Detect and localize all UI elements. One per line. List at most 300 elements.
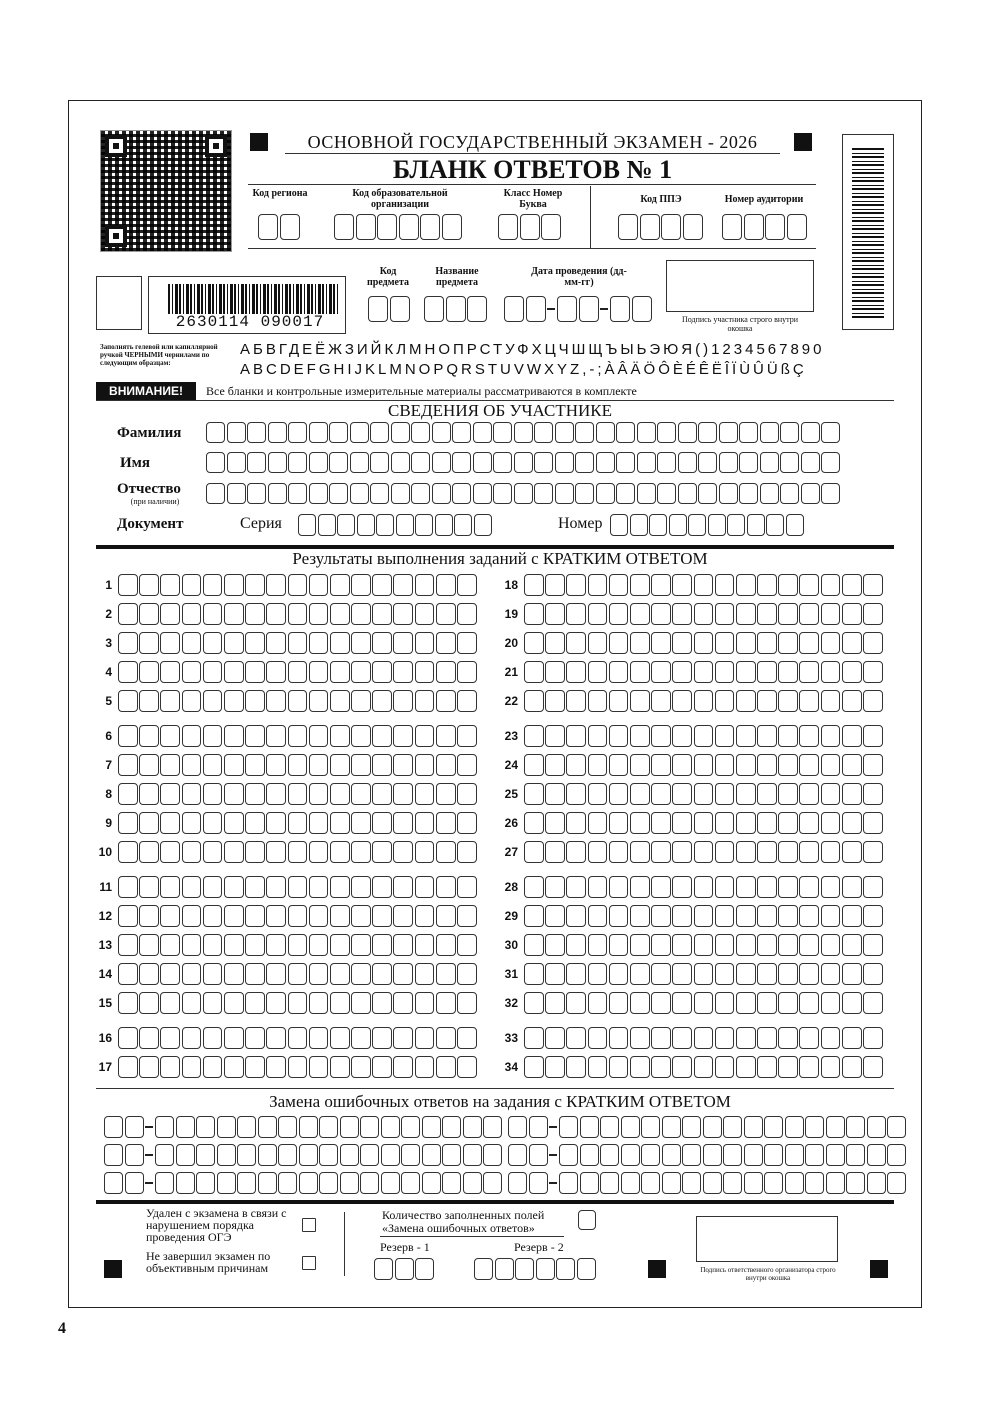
char-cell[interactable]: [372, 725, 392, 747]
char-cell[interactable]: [393, 754, 413, 776]
char-cell[interactable]: [715, 992, 735, 1014]
char-cell[interactable]: [566, 934, 586, 956]
char-cell[interactable]: [309, 574, 329, 596]
char-cell[interactable]: [393, 1056, 413, 1078]
char-cell[interactable]: [651, 754, 671, 776]
char-cell[interactable]: [319, 1116, 338, 1138]
char-cell[interactable]: [739, 452, 758, 473]
char-cell[interactable]: [867, 1172, 886, 1194]
char-cell[interactable]: [182, 963, 202, 985]
char-cell[interactable]: [609, 783, 629, 805]
char-cell[interactable]: [821, 725, 841, 747]
char-cell[interactable]: [799, 876, 819, 898]
char-cell[interactable]: [778, 725, 798, 747]
char-cell[interactable]: [266, 841, 286, 863]
char-cell[interactable]: [736, 876, 756, 898]
char-cell[interactable]: [609, 905, 629, 927]
char-cell[interactable]: [266, 661, 286, 683]
char-cell[interactable]: [118, 963, 138, 985]
char-cell[interactable]: [415, 841, 435, 863]
char-cell[interactable]: [694, 963, 714, 985]
replacement-row[interactable]: [508, 1116, 908, 1138]
char-cell[interactable]: [139, 783, 159, 805]
char-cell[interactable]: [203, 992, 223, 1014]
char-cell[interactable]: [224, 841, 244, 863]
char-cell[interactable]: [757, 963, 777, 985]
char-cell[interactable]: [672, 992, 692, 1014]
char-cell[interactable]: [669, 514, 687, 536]
answer-cells[interactable]: [524, 692, 884, 709]
char-cell[interactable]: [821, 574, 841, 596]
char-cell[interactable]: [715, 632, 735, 654]
char-cell[interactable]: [224, 963, 244, 985]
char-cell[interactable]: [330, 812, 350, 834]
answer-cells[interactable]: [118, 994, 478, 1011]
char-cell[interactable]: [694, 905, 714, 927]
char-cell[interactable]: [821, 661, 841, 683]
char-cell[interactable]: [330, 992, 350, 1014]
char-cell[interactable]: [694, 603, 714, 625]
char-cell[interactable]: [330, 783, 350, 805]
char-cell[interactable]: [330, 841, 350, 863]
char-cell[interactable]: [393, 574, 413, 596]
char-cell[interactable]: [842, 934, 862, 956]
char-cell[interactable]: [139, 876, 159, 898]
char-cell[interactable]: [575, 452, 594, 473]
char-cell[interactable]: [821, 992, 841, 1014]
char-cell[interactable]: [436, 905, 456, 927]
char-cell[interactable]: [457, 905, 477, 927]
char-cell[interactable]: [457, 754, 477, 776]
char-cell[interactable]: [393, 783, 413, 805]
char-cell[interactable]: [160, 574, 180, 596]
char-cell[interactable]: [422, 1144, 441, 1166]
char-cell[interactable]: [524, 783, 544, 805]
char-cell[interactable]: [778, 876, 798, 898]
char-cell[interactable]: [757, 841, 777, 863]
char-cell[interactable]: [436, 661, 456, 683]
char-cell[interactable]: [715, 725, 735, 747]
char-cell[interactable]: [736, 690, 756, 712]
char-cell[interactable]: [457, 1056, 477, 1078]
char-cell[interactable]: [609, 876, 629, 898]
char-cell[interactable]: [245, 632, 265, 654]
char-cell[interactable]: [224, 905, 244, 927]
char-cell[interactable]: [524, 934, 544, 956]
char-cell[interactable]: [757, 661, 777, 683]
char-cell[interactable]: [288, 783, 308, 805]
char-cell[interactable]: [457, 574, 477, 596]
char-cell[interactable]: [376, 514, 394, 536]
char-cell[interactable]: [182, 1056, 202, 1078]
char-cell[interactable]: [805, 1172, 824, 1194]
char-cell[interactable]: [245, 841, 265, 863]
char-cell[interactable]: [415, 1027, 435, 1049]
char-cell[interactable]: [821, 632, 841, 654]
char-cell[interactable]: [224, 690, 244, 712]
char-cell[interactable]: [672, 725, 692, 747]
char-cell[interactable]: [266, 690, 286, 712]
char-cell[interactable]: [139, 574, 159, 596]
char-cell[interactable]: [203, 841, 223, 863]
char-cell[interactable]: [545, 690, 565, 712]
char-cell[interactable]: [372, 841, 392, 863]
char-cell[interactable]: [616, 452, 635, 473]
char-cell[interactable]: [630, 783, 650, 805]
char-cell[interactable]: [245, 992, 265, 1014]
answer-cells[interactable]: [524, 663, 884, 680]
answer-cells[interactable]: [524, 576, 884, 593]
char-cell[interactable]: [224, 783, 244, 805]
char-cell[interactable]: [463, 1144, 482, 1166]
char-cell[interactable]: [641, 1144, 660, 1166]
char-cell[interactable]: [863, 905, 883, 927]
char-cell[interactable]: [224, 876, 244, 898]
char-cell[interactable]: [524, 1056, 544, 1078]
char-cell[interactable]: [821, 812, 841, 834]
char-cell[interactable]: [588, 574, 608, 596]
char-cell[interactable]: [637, 452, 656, 473]
char-cell[interactable]: [566, 992, 586, 1014]
char-cell[interactable]: [393, 725, 413, 747]
char-cell[interactable]: [203, 661, 223, 683]
char-cell[interactable]: [524, 754, 544, 776]
char-cell[interactable]: [288, 422, 307, 443]
char-cell[interactable]: [514, 483, 533, 504]
char-cell[interactable]: [641, 1116, 660, 1138]
char-cell[interactable]: [609, 1027, 629, 1049]
char-cell[interactable]: [452, 483, 471, 504]
char-cell[interactable]: [351, 934, 371, 956]
char-cell[interactable]: [278, 1116, 297, 1138]
char-cell[interactable]: [508, 1144, 527, 1166]
char-cell[interactable]: [682, 1144, 701, 1166]
char-cell[interactable]: [566, 603, 586, 625]
char-cell[interactable]: [330, 574, 350, 596]
char-cell[interactable]: [203, 725, 223, 747]
char-cell[interactable]: [372, 754, 392, 776]
char-cell[interactable]: [372, 992, 392, 1014]
char-cell[interactable]: [545, 603, 565, 625]
char-cell[interactable]: [340, 1172, 359, 1194]
char-cell[interactable]: [780, 483, 799, 504]
char-cell[interactable]: [863, 1027, 883, 1049]
char-cell[interactable]: [176, 1116, 195, 1138]
char-cell[interactable]: [715, 905, 735, 927]
char-cell[interactable]: [436, 1027, 456, 1049]
char-cell[interactable]: [736, 812, 756, 834]
char-cell[interactable]: [651, 1027, 671, 1049]
char-cell[interactable]: [182, 754, 202, 776]
char-cell[interactable]: [703, 1144, 722, 1166]
char-cell[interactable]: [288, 963, 308, 985]
char-cell[interactable]: [415, 603, 435, 625]
char-cell[interactable]: [411, 452, 430, 473]
char-cell[interactable]: [651, 841, 671, 863]
char-cell[interactable]: [821, 1056, 841, 1078]
filled-count-box[interactable]: [578, 1210, 596, 1230]
char-cell[interactable]: [182, 661, 202, 683]
char-cell[interactable]: [672, 841, 692, 863]
char-cell[interactable]: [630, 876, 650, 898]
char-cell[interactable]: [155, 1144, 174, 1166]
char-cell[interactable]: [651, 812, 671, 834]
char-cell[interactable]: [118, 876, 138, 898]
char-cell[interactable]: [630, 754, 650, 776]
char-cell[interactable]: [309, 876, 329, 898]
char-cell[interactable]: [566, 754, 586, 776]
char-cell[interactable]: [799, 1056, 819, 1078]
char-cell[interactable]: [182, 812, 202, 834]
char-cell[interactable]: [863, 783, 883, 805]
char-cell[interactable]: [104, 1172, 123, 1194]
room-number-boxes[interactable]: [722, 214, 808, 240]
char-cell[interactable]: [415, 963, 435, 985]
char-cell[interactable]: [330, 661, 350, 683]
char-cell[interactable]: [203, 690, 223, 712]
char-cell[interactable]: [672, 934, 692, 956]
char-cell[interactable]: [863, 725, 883, 747]
char-cell[interactable]: [766, 514, 784, 536]
char-cell[interactable]: [237, 1144, 256, 1166]
char-cell[interactable]: [415, 632, 435, 654]
char-cell[interactable]: [436, 841, 456, 863]
char-cell[interactable]: [651, 603, 671, 625]
char-cell[interactable]: [786, 514, 804, 536]
char-cell[interactable]: [457, 783, 477, 805]
char-cell[interactable]: [723, 1116, 742, 1138]
char-cell[interactable]: [778, 661, 798, 683]
char-cell[interactable]: [351, 690, 371, 712]
char-cell[interactable]: [842, 754, 862, 776]
char-cell[interactable]: [630, 632, 650, 654]
char-cell[interactable]: [785, 1172, 804, 1194]
char-cell[interactable]: [715, 783, 735, 805]
answer-cells[interactable]: [524, 1058, 884, 1075]
char-cell[interactable]: [799, 754, 819, 776]
char-cell[interactable]: [160, 603, 180, 625]
char-cell[interactable]: [739, 422, 758, 443]
char-cell[interactable]: [524, 661, 544, 683]
char-cell[interactable]: [566, 963, 586, 985]
char-cell[interactable]: [842, 841, 862, 863]
char-cell[interactable]: [657, 452, 676, 473]
char-cell[interactable]: [715, 603, 735, 625]
char-cell[interactable]: [224, 812, 244, 834]
char-cell[interactable]: [393, 661, 413, 683]
char-cell[interactable]: [351, 812, 371, 834]
char-cell[interactable]: [842, 963, 862, 985]
char-cell[interactable]: [160, 725, 180, 747]
char-cell[interactable]: [381, 1172, 400, 1194]
char-cell[interactable]: [245, 690, 265, 712]
char-cell[interactable]: [330, 876, 350, 898]
char-cell[interactable]: [524, 574, 544, 596]
char-cell[interactable]: [118, 934, 138, 956]
char-cell[interactable]: [160, 754, 180, 776]
char-cell[interactable]: [415, 1056, 435, 1078]
char-cell[interactable]: [514, 452, 533, 473]
char-cell[interactable]: [778, 812, 798, 834]
replacement-row[interactable]: [104, 1116, 504, 1138]
char-cell[interactable]: [630, 661, 650, 683]
char-cell[interactable]: [715, 1056, 735, 1078]
char-cell[interactable]: [224, 1027, 244, 1049]
char-cell[interactable]: [588, 603, 608, 625]
char-cell[interactable]: [436, 783, 456, 805]
char-cell[interactable]: [266, 725, 286, 747]
answer-cells[interactable]: [118, 814, 478, 831]
char-cell[interactable]: [309, 783, 329, 805]
char-cell[interactable]: [588, 812, 608, 834]
char-cell[interactable]: [372, 905, 392, 927]
answer-cells[interactable]: [524, 878, 884, 895]
char-cell[interactable]: [609, 992, 629, 1014]
char-cell[interactable]: [139, 905, 159, 927]
char-cell[interactable]: [372, 603, 392, 625]
char-cell[interactable]: [672, 876, 692, 898]
char-cell[interactable]: [442, 1116, 461, 1138]
char-cell[interactable]: [672, 1027, 692, 1049]
char-cell[interactable]: [863, 1056, 883, 1078]
char-cell[interactable]: [651, 690, 671, 712]
char-cell[interactable]: [309, 963, 329, 985]
char-cell[interactable]: [785, 1116, 804, 1138]
char-cell[interactable]: [155, 1172, 174, 1194]
char-cell[interactable]: [821, 690, 841, 712]
char-cell[interactable]: [415, 725, 435, 747]
char-cell[interactable]: [422, 1116, 441, 1138]
char-cell[interactable]: [887, 1116, 906, 1138]
char-cell[interactable]: [799, 632, 819, 654]
reserve2-boxes[interactable]: [474, 1258, 597, 1280]
char-cell[interactable]: [662, 1172, 681, 1194]
answer-cells[interactable]: [118, 692, 478, 709]
answer-cells[interactable]: [118, 634, 478, 651]
char-cell[interactable]: [393, 876, 413, 898]
char-cell[interactable]: [694, 992, 714, 1014]
char-cell[interactable]: [715, 812, 735, 834]
char-cell[interactable]: [393, 841, 413, 863]
char-cell[interactable]: [630, 992, 650, 1014]
char-cell[interactable]: [330, 934, 350, 956]
char-cell[interactable]: [534, 483, 553, 504]
char-cell[interactable]: [736, 632, 756, 654]
answer-cells[interactable]: [524, 1029, 884, 1046]
char-cell[interactable]: [545, 574, 565, 596]
char-cell[interactable]: [651, 725, 671, 747]
char-cell[interactable]: [609, 1056, 629, 1078]
char-cell[interactable]: [182, 603, 202, 625]
char-cell[interactable]: [370, 452, 389, 473]
char-cell[interactable]: [588, 1027, 608, 1049]
char-cell[interactable]: [217, 1172, 236, 1194]
char-cell[interactable]: [723, 1172, 742, 1194]
char-cell[interactable]: [580, 1144, 599, 1166]
char-cell[interactable]: [227, 452, 246, 473]
char-cell[interactable]: [566, 841, 586, 863]
char-cell[interactable]: [268, 422, 287, 443]
char-cell[interactable]: [508, 1116, 527, 1138]
char-cell[interactable]: [662, 1144, 681, 1166]
char-cell[interactable]: [630, 934, 650, 956]
char-cell[interactable]: [483, 1144, 502, 1166]
char-cell[interactable]: [266, 905, 286, 927]
char-cell[interactable]: [351, 992, 371, 1014]
char-cell[interactable]: [372, 661, 392, 683]
char-cell[interactable]: [736, 754, 756, 776]
char-cell[interactable]: [764, 1172, 783, 1194]
char-cell[interactable]: [330, 632, 350, 654]
char-cell[interactable]: [372, 876, 392, 898]
char-cell[interactable]: [757, 574, 777, 596]
char-cell[interactable]: [393, 934, 413, 956]
char-cell[interactable]: [245, 783, 265, 805]
char-cell[interactable]: [309, 1056, 329, 1078]
char-cell[interactable]: [842, 661, 862, 683]
char-cell[interactable]: [457, 603, 477, 625]
char-cell[interactable]: [672, 1056, 692, 1078]
char-cell[interactable]: [139, 812, 159, 834]
char-cell[interactable]: [651, 992, 671, 1014]
char-cell[interactable]: [630, 905, 650, 927]
char-cell[interactable]: [457, 661, 477, 683]
char-cell[interactable]: [588, 632, 608, 654]
char-cell[interactable]: [182, 934, 202, 956]
char-cell[interactable]: [566, 1056, 586, 1078]
char-cell[interactable]: [736, 992, 756, 1014]
number-boxes[interactable]: [610, 514, 805, 536]
char-cell[interactable]: [630, 690, 650, 712]
char-cell[interactable]: [657, 483, 676, 504]
patronymic-boxes[interactable]: [206, 483, 842, 504]
char-cell[interactable]: [799, 690, 819, 712]
org-code-boxes[interactable]: [334, 214, 463, 240]
char-cell[interactable]: [224, 661, 244, 683]
char-cell[interactable]: [288, 992, 308, 1014]
char-cell[interactable]: [224, 1056, 244, 1078]
char-cell[interactable]: [415, 754, 435, 776]
char-cell[interactable]: [245, 963, 265, 985]
char-cell[interactable]: [630, 1027, 650, 1049]
series-boxes[interactable]: [298, 514, 493, 536]
char-cell[interactable]: [457, 1027, 477, 1049]
char-cell[interactable]: [182, 876, 202, 898]
char-cell[interactable]: [694, 812, 714, 834]
char-cell[interactable]: [630, 812, 650, 834]
char-cell[interactable]: [452, 422, 471, 443]
char-cell[interactable]: [139, 841, 159, 863]
char-cell[interactable]: [457, 934, 477, 956]
char-cell[interactable]: [694, 661, 714, 683]
char-cell[interactable]: [436, 963, 456, 985]
char-cell[interactable]: [432, 452, 451, 473]
char-cell[interactable]: [360, 1144, 379, 1166]
char-cell[interactable]: [203, 876, 223, 898]
char-cell[interactable]: [801, 422, 820, 443]
char-cell[interactable]: [372, 783, 392, 805]
char-cell[interactable]: [778, 783, 798, 805]
char-cell[interactable]: [757, 690, 777, 712]
char-cell[interactable]: [125, 1172, 144, 1194]
char-cell[interactable]: [309, 452, 328, 473]
char-cell[interactable]: [846, 1144, 865, 1166]
answer-cells[interactable]: [118, 605, 478, 622]
char-cell[interactable]: [678, 483, 697, 504]
char-cell[interactable]: [757, 603, 777, 625]
char-cell[interactable]: [245, 725, 265, 747]
char-cell[interactable]: [651, 574, 671, 596]
